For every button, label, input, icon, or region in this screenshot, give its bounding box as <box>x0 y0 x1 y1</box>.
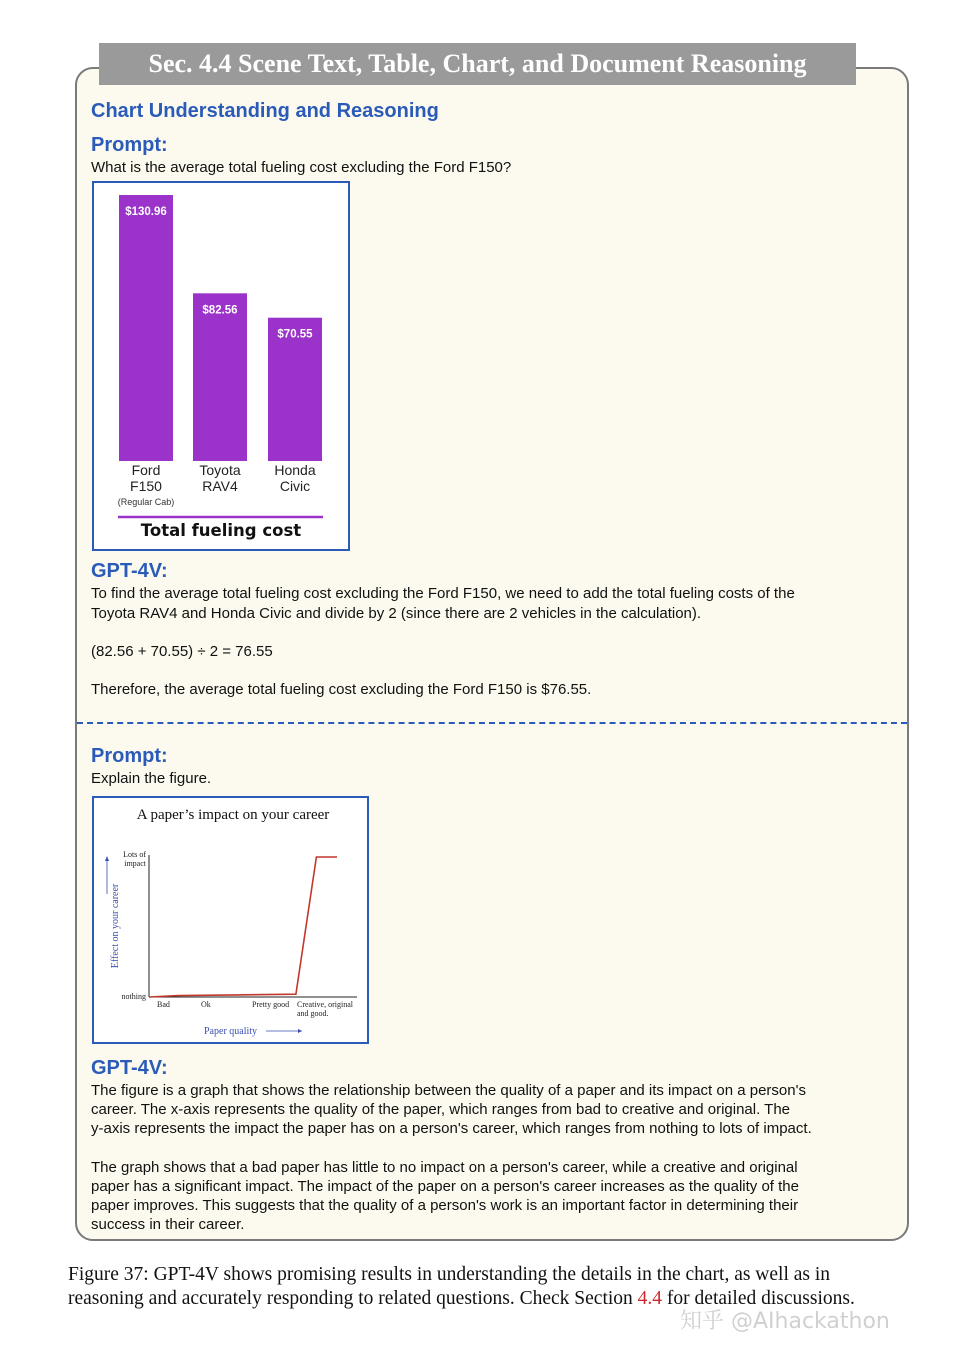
bar-chart <box>94 183 347 548</box>
response-label-1: GPT-4V: <box>91 560 168 582</box>
chart-title: A paper’s impact on your career <box>136 807 330 823</box>
section-divider <box>77 722 907 724</box>
response-2-line-2: career. The x-axis represents the quality of the paper, which ranges from bad to creative and original. The <box>91 1101 791 1118</box>
category-label: F150 <box>130 478 162 494</box>
bar <box>119 195 173 461</box>
caption-text: reasoning and accurately responding to related questions. Check Section <box>68 1288 633 1309</box>
impact-line <box>149 857 337 997</box>
x-tick-label: Ok <box>201 1000 211 1009</box>
y-tick-label: Lots of <box>123 850 146 859</box>
response-1-line-2: Toyota RAV4 and Honda Civic and divide by 2 (since there are 2 vehicles in the calculation). <box>91 605 702 622</box>
section-header: Sec. 4.4 Scene Text, Table, Chart, and Document Reasoning <box>99 43 856 85</box>
response-2-line-4: The graph shows that a bad paper has little to no impact on a person's career, while a creative and original <box>91 1159 798 1176</box>
x-axis-label: Paper quality <box>204 1026 258 1037</box>
category-label: Ford <box>131 462 161 478</box>
prompt-text-1: What is the average total fueling cost excluding the Ford F150? <box>91 159 512 176</box>
response-label-2: GPT-4V: <box>91 1057 168 1079</box>
x-tick-label: Creative, original <box>297 1000 353 1009</box>
response-1-line-1: To find the average total fueling cost excluding the Ford F150, we need to add the total fueling costs of the <box>91 585 795 602</box>
response-2-line-6: paper improves. This suggests that the quality of a person's work is an important factor in determining their <box>91 1197 799 1214</box>
prompt-label-2: Prompt: <box>91 745 168 767</box>
line-chart-frame <box>92 796 369 1044</box>
response-2-line-3: y-axis represents the impact the paper has on a person's career, which ranges from nothing to lots of impact. <box>91 1120 812 1137</box>
response-2-line-5: paper has a significant impact. The impact of the paper on a person's career increases as the quality of the <box>91 1178 799 1195</box>
x-axis-arrow-head <box>298 1029 302 1033</box>
watermark: 知乎 @AIhackathon <box>680 1309 890 1334</box>
category-label: Civic <box>279 478 311 494</box>
response-1-equation: (82.56 + 70.55) ÷ 2 = 76.55 <box>91 643 273 660</box>
prompt-text-2: Explain the figure. <box>91 770 212 787</box>
y-axis-label: Effect on your career <box>110 883 121 969</box>
bar-chart-frame <box>92 181 350 551</box>
y-axis-arrow-head <box>105 856 109 861</box>
x-tick-label: Bad <box>157 1000 170 1009</box>
x-tick-label: Pretty good <box>252 1000 290 1009</box>
section-reference-link[interactable]: 4.4 <box>637 1288 663 1309</box>
line-chart <box>94 798 366 1041</box>
bar <box>193 293 247 461</box>
category-label: Toyota <box>199 462 241 478</box>
category-note: (Regular Cab) <box>117 497 175 507</box>
caption-line-1: Figure 37: GPT-4V shows promising results in understanding the details in the chart, as well as in <box>68 1264 831 1285</box>
category-label: Honda <box>274 462 316 478</box>
x-tick-label: and good. <box>297 1009 329 1018</box>
response-1-conclusion: Therefore, the average total fueling cost excluding the Ford F150 is $76.55. <box>91 681 592 698</box>
category-label: RAV4 <box>202 478 238 494</box>
caption-text-end: for detailed discussions. <box>666 1288 855 1309</box>
bar-value-label: $70.55 <box>277 328 313 341</box>
chart-title: Total fueling cost <box>140 521 302 540</box>
y-tick-label: impact <box>124 859 146 868</box>
response-2-line-1: The figure is a graph that shows the relationship between the quality of a paper and its impact on a person's <box>91 1082 806 1099</box>
bar-value-label: $82.56 <box>202 304 238 317</box>
prompt-label-1: Prompt: <box>91 134 168 156</box>
bar-value-label: $130.96 <box>125 206 167 218</box>
section-title: Chart Understanding and Reasoning <box>91 100 439 122</box>
response-2-line-7: success in their career. <box>91 1216 245 1233</box>
y-tick-label: nothing <box>121 992 146 1001</box>
